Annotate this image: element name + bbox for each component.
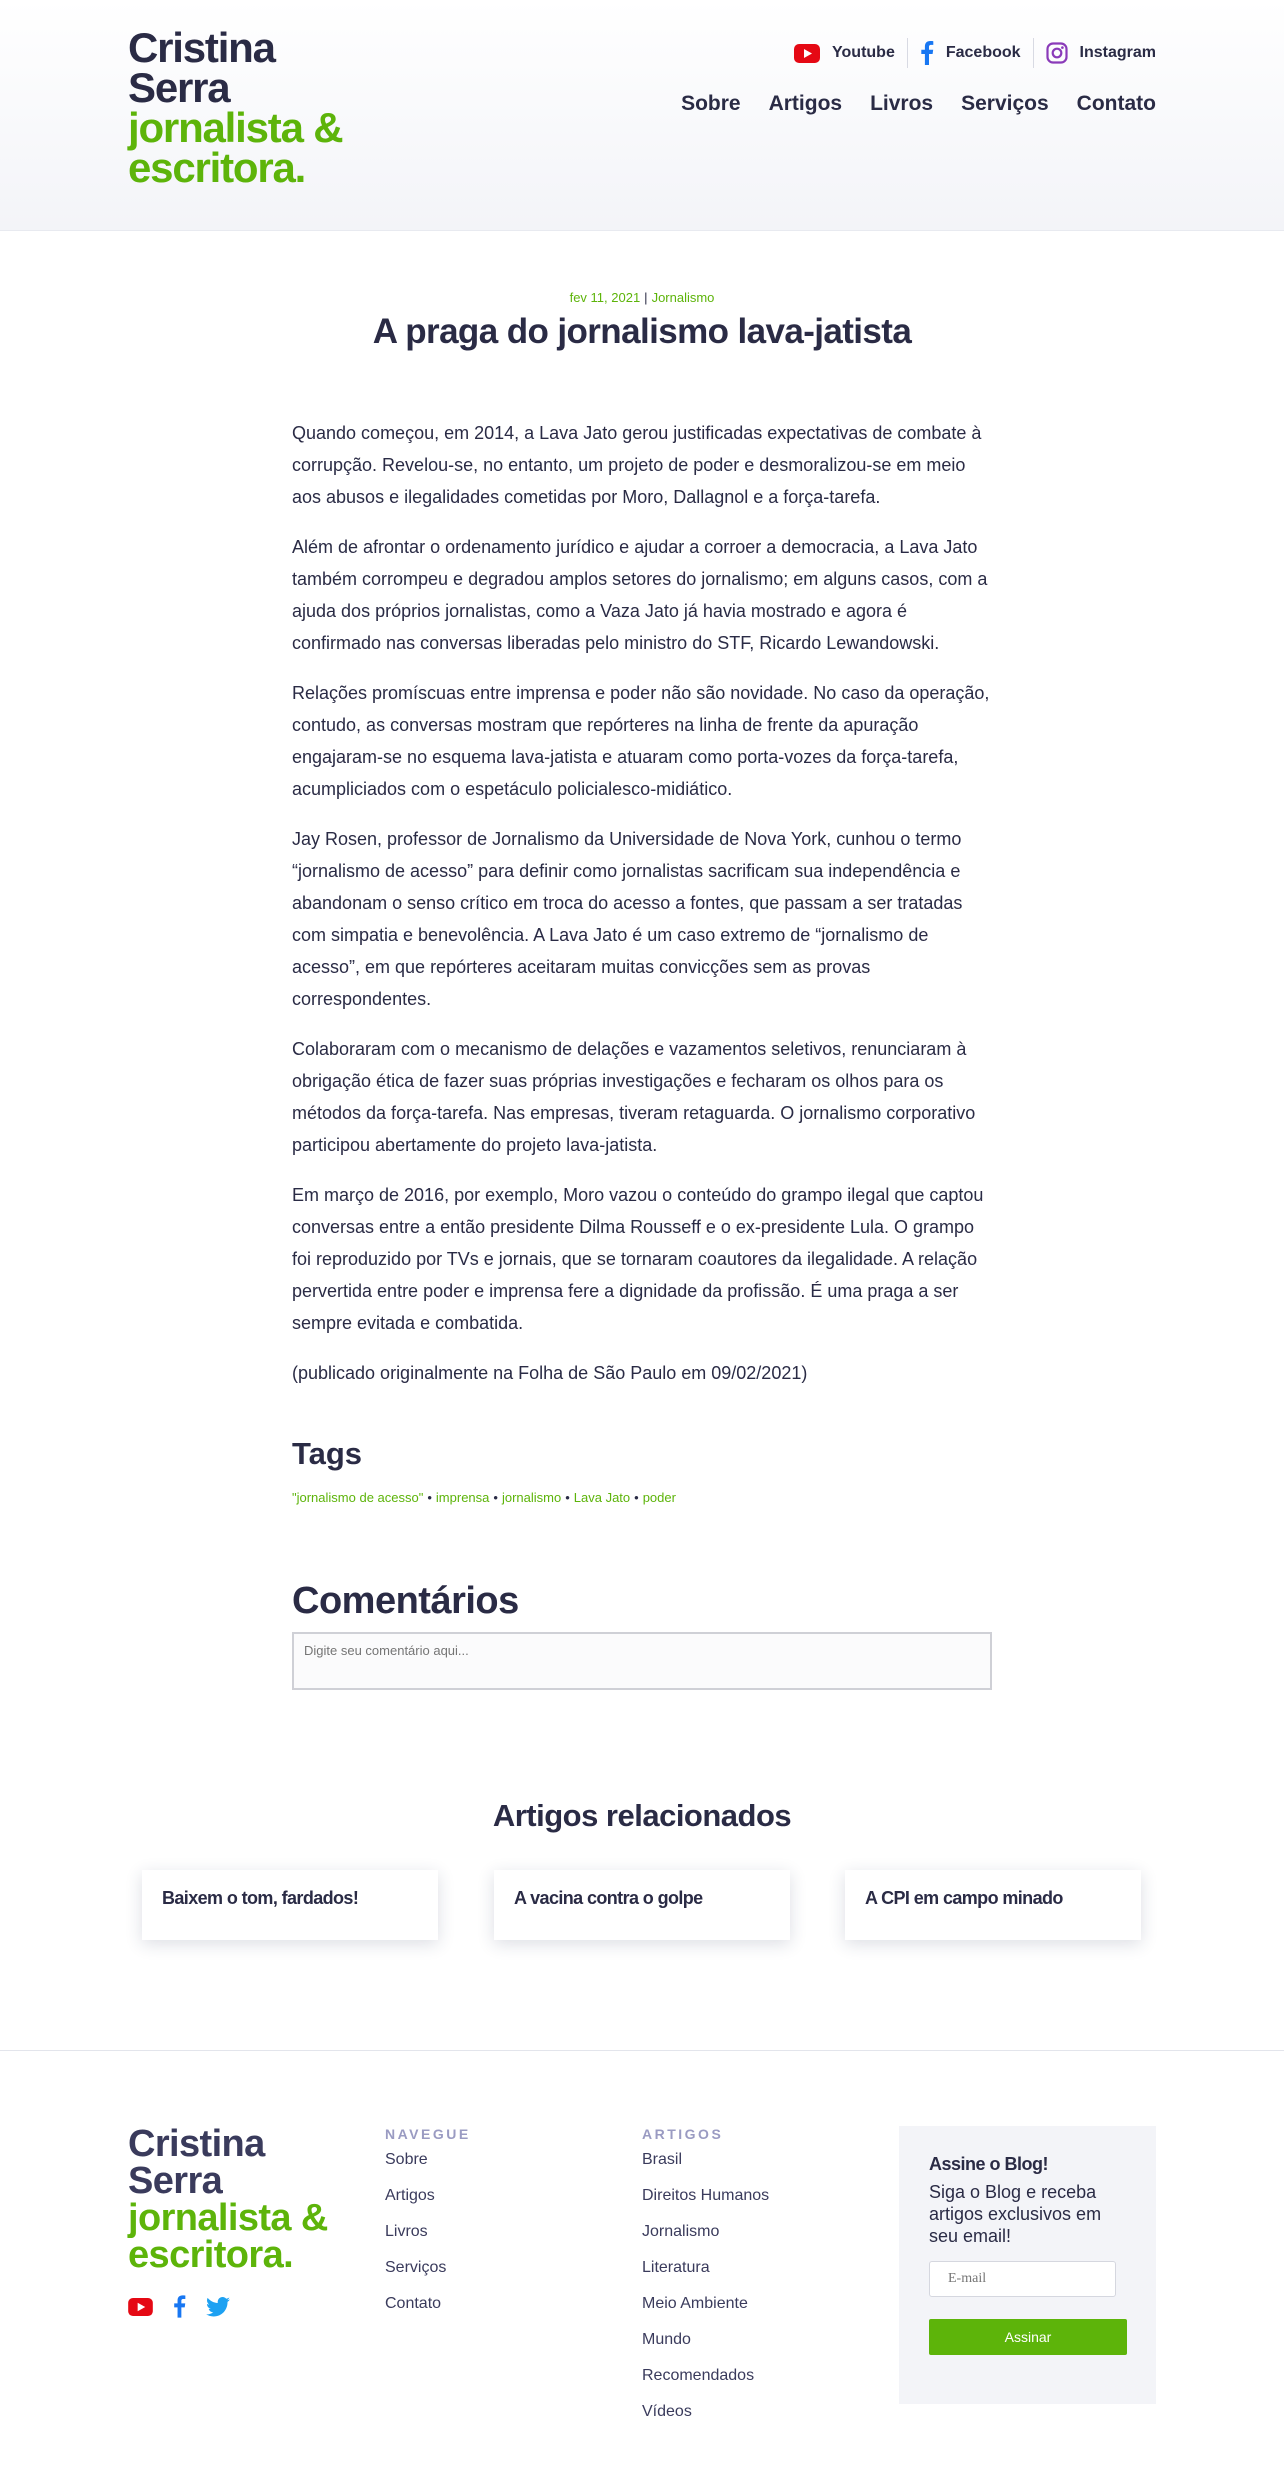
footer-youtube-link[interactable] (128, 2298, 153, 2316)
facebook-link[interactable] (907, 38, 1033, 68)
instagram-label: Instagram (1079, 44, 1156, 61)
footer-category-item[interactable]: Recomendados (642, 2367, 755, 2384)
footer-facebook-link[interactable] (173, 2295, 186, 2318)
youtube-icon (794, 44, 820, 63)
article-date: fev 11, 2021 (569, 290, 641, 305)
comments-heading: Comentários (292, 1580, 519, 1622)
facebook-label: Facebook (945, 44, 1021, 61)
tag-separator: • (493, 1490, 498, 1505)
article-paragraph: Além de afrontar o ordenamento jurídico e ajudar a corroer a democracia, a Lava Jato também corrompeu e degradou amplos setores do jornalismo; em alguns casos, com a ajuda dos próprios jornalistas, como a Vaza Jato já havia mostrado e agora é confirmado nas conversas liberadas pelo ministro do STF, Ricardo Lewandowski. (292, 537, 988, 653)
tag-link[interactable]: "jornalismo de acesso" (292, 1490, 424, 1505)
article-paragraph: Em março de 2016, por exemplo, Moro vazou o conteúdo do grampo ilegal que captou conversas entre a então presidente Dilma Rousseff e o ex-presidente Lula. O grampo foi reproduzido por TVs e jornais, que se tornaram coautores da ilegalidade. A relação pervertida entre poder e imprensa fere a dignidade da profissão. É uma praga a ser sempre evitada e combatida. (292, 1185, 984, 1333)
newsletter-email-input[interactable] (929, 2261, 1116, 2297)
youtube-link[interactable] (782, 38, 907, 68)
footer-divider (0, 2050, 1284, 2051)
footer-logo-line-1: Cristina (128, 2123, 265, 2165)
article-category[interactable]: Jornalismo (651, 290, 715, 305)
tag-separator: • (427, 1490, 432, 1505)
meta-separator: | (644, 290, 648, 305)
article-paragraph: Colaboraram com o mecanismo de delações e vazamentos seletivos, renunciaram à obrigação ética de fazer suas próprias investigações e fecharam os olhos para os métodos da força-tarefa. Nas empresas, tiveram retaguarda. O jornalismo corporativo participou abertamente do projeto lava-jatista. (292, 1039, 976, 1155)
twitter-icon (206, 2297, 230, 2317)
related-articles-heading: Artigos relacionados (492, 1798, 792, 1833)
logo-line-4: escritora. (128, 144, 306, 191)
tag-link[interactable]: Lava Jato (573, 1490, 631, 1505)
footer-social-links (128, 2295, 250, 2318)
newsletter-title: Assine o Blog! (929, 2154, 1049, 2174)
footer-logo[interactable] (128, 2123, 328, 2276)
related-article-card[interactable] (494, 1870, 790, 1940)
tag-link[interactable]: jornalismo (501, 1490, 562, 1505)
footer-nav-title: NAVEGUE (385, 2126, 471, 2142)
related-article-title: A CPI em campo minado (865, 1888, 1063, 1908)
footer-nav-column (385, 2126, 471, 2330)
nav-item-artigos[interactable]: Artigos (768, 92, 843, 115)
footer-logo-line-2: Serra (128, 2160, 223, 2202)
logo-line-3: jornalista & (128, 104, 343, 151)
footer-nav-item[interactable]: Serviços (385, 2259, 447, 2276)
facebook-icon (173, 2295, 186, 2318)
logo-line-2: Serra (128, 64, 230, 111)
instagram-icon (1046, 42, 1068, 64)
footer-articles-column (642, 2126, 769, 2438)
footer-category-item[interactable]: Direitos Humanos (642, 2187, 770, 2204)
header-social-links (782, 38, 1156, 68)
tag-separator: • (565, 1490, 570, 1505)
subscribe-button[interactable]: Assinar (929, 2319, 1127, 2355)
youtube-label: Youtube (832, 44, 895, 61)
nav-item-servicos[interactable]: Serviços (961, 92, 1049, 115)
article-body (292, 417, 992, 1407)
related-article-card[interactable] (142, 1870, 438, 1940)
tag-separator: • (634, 1490, 639, 1505)
footer-category-item[interactable]: Vídeos (642, 2403, 692, 2420)
article-paragraph: Relações promíscuas entre imprensa e poder não são novidade. No caso da operação, contudo, as conversas mostram que repórteres na linha de frente da apuração engajaram-se no esquema lava-jatista e atuaram como porta-vozes da força-tarefa, acumpliciados com o espetáculo policialesco-midiático. (292, 683, 990, 799)
footer-nav-item[interactable]: Sobre (385, 2151, 428, 2168)
tag-link[interactable]: imprensa (435, 1490, 490, 1505)
tags-list (292, 1490, 676, 1505)
nav-item-sobre[interactable]: Sobre (681, 92, 741, 115)
footer-category-item[interactable]: Mundo (642, 2331, 691, 2348)
article-paragraph: Quando começou, em 2014, a Lava Jato gerou justificadas expectativas de combate à corrupção. Revelou-se, no entanto, um projeto de poder e desmoralizou-se em meio aos abusos e ilegalidades cometidas por Moro, Dallagnol e a força-tarefa. (292, 423, 982, 507)
footer-twitter-link[interactable] (206, 2297, 230, 2317)
newsletter-box (899, 2126, 1156, 2404)
footer-logo-line-3: jornalista & (128, 2197, 328, 2239)
tag-link[interactable]: poder (642, 1490, 676, 1505)
footer-category-item[interactable]: Meio Ambiente (642, 2295, 748, 2312)
related-article-title: A vacina contra o golpe (514, 1888, 703, 1908)
site-header (0, 0, 1284, 231)
footer-category-item[interactable]: Brasil (642, 2151, 683, 2168)
newsletter-text: Siga o Blog e receba artigos exclusivos em seu email! (929, 2182, 1102, 2246)
footer-logo-line-4: escritora. (128, 2234, 294, 2276)
site-logo[interactable] (128, 24, 343, 191)
related-article-title: Baixem o tom, fardados! (162, 1888, 359, 1908)
tags-heading: Tags (292, 1436, 363, 1471)
footer-nav-item[interactable]: Contato (385, 2295, 442, 2312)
nav-item-livros[interactable]: Livros (870, 92, 934, 115)
comment-input[interactable] (292, 1632, 992, 1690)
instagram-link[interactable] (1033, 38, 1156, 68)
footer-category-item[interactable]: Jornalismo (642, 2223, 720, 2240)
article-title: A praga do jornalismo lava-jatista (372, 312, 912, 351)
main-nav (653, 92, 1156, 116)
footer-nav-item[interactable]: Artigos (385, 2187, 435, 2204)
article-meta (0, 290, 1284, 305)
youtube-icon (128, 2298, 153, 2316)
footer-category-item[interactable]: Literatura (642, 2259, 710, 2276)
logo-line-1: Cristina (128, 24, 275, 71)
article-paragraph: (publicado originalmente na Folha de São Paulo em 09/02/2021) (292, 1363, 808, 1383)
footer-articles-title: ARTIGOS (642, 2126, 724, 2142)
article-paragraph: Jay Rosen, professor de Jornalismo da Universidade de Nova York, cunhou o termo “jornalismo de acesso” para definir como jornalistas sacrificam sua independência e abandonam o senso crítico em troca do acesso a fontes, que passam a ser tratadas com simpatia e benevolência. A Lava Jato é um caso extremo de “jornalismo de acesso”, em que repórteres aceitaram muitas convicções sem as provas correspondentes. (292, 829, 963, 1009)
footer-nav-item[interactable]: Livros (385, 2223, 428, 2240)
nav-item-contato[interactable]: Contato (1076, 92, 1156, 115)
related-article-card[interactable] (845, 1870, 1141, 1940)
facebook-icon (920, 41, 934, 65)
